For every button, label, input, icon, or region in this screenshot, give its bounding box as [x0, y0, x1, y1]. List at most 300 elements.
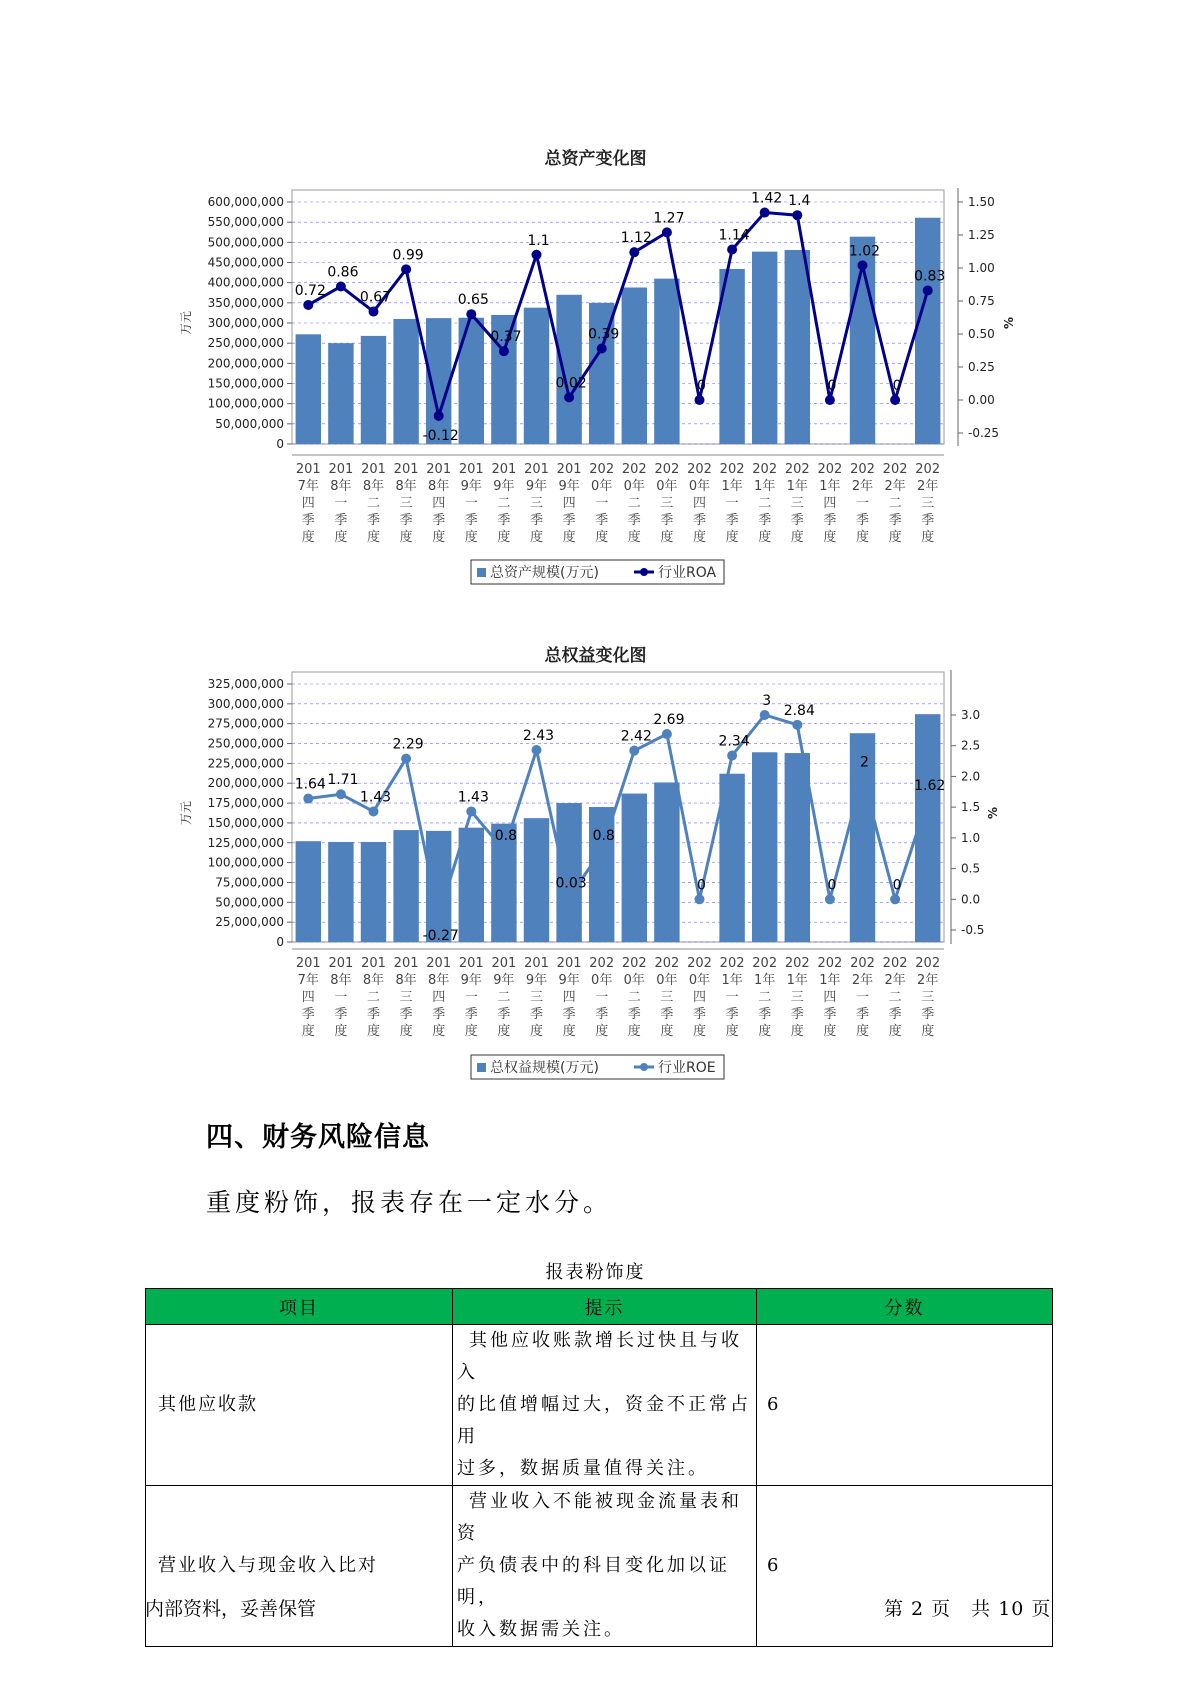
- x-tick-label: 一: [334, 496, 348, 511]
- legend-line-marker: [640, 568, 648, 576]
- data-label: -0.12: [422, 427, 459, 444]
- x-tick-label: 1年: [721, 973, 743, 988]
- line-point: [369, 307, 379, 317]
- y-tick-label: 300,000,000: [207, 696, 284, 711]
- x-tick-label: 季: [921, 1007, 935, 1022]
- x-tick-label: 季: [790, 513, 804, 528]
- data-label: 0: [827, 877, 837, 894]
- x-tick-label: 季: [823, 1007, 837, 1022]
- x-tick-label: 三: [790, 496, 804, 511]
- line-point: [499, 346, 509, 356]
- hint-line: 收入数据需关注。: [457, 1619, 625, 1640]
- line-point: [303, 794, 313, 804]
- y2-tick-label: -0.5: [961, 923, 985, 937]
- y-tick-label: 25,000,000: [215, 915, 284, 930]
- x-tick-label: 201: [426, 462, 452, 477]
- x-tick-label: 1年: [754, 973, 776, 988]
- data-label: 0: [697, 877, 706, 894]
- column-header: 提示: [453, 1289, 757, 1325]
- bar: [622, 794, 647, 942]
- x-tick-label: 度: [366, 530, 381, 545]
- bar: [752, 252, 777, 444]
- x-tick-label: 0年: [591, 479, 613, 494]
- line-point: [662, 227, 672, 237]
- y-tick-label: 125,000,000: [207, 835, 284, 850]
- x-tick-label: 201: [393, 956, 419, 971]
- x-tick-label: 季: [595, 1007, 609, 1022]
- y-tick-label: 275,000,000: [207, 716, 284, 731]
- data-label: 1.1: [527, 232, 550, 249]
- x-tick-label: 三: [921, 990, 935, 1005]
- x-tick-label: 201: [328, 956, 354, 971]
- x-tick-label: 2年: [851, 973, 874, 988]
- x-tick-label: 三: [921, 496, 935, 511]
- x-tick-label: 季: [432, 1007, 446, 1022]
- x-tick-label: 202: [719, 462, 745, 477]
- x-tick-label: 1年: [786, 973, 808, 988]
- data-label: 0.83: [914, 268, 946, 285]
- line-point: [336, 789, 346, 799]
- section-title: 四、财务风险信息: [206, 1122, 430, 1153]
- bar: [785, 753, 810, 942]
- section-body: 重度粉饰，报表存在一定水分。: [206, 1188, 613, 1217]
- x-tick-label: 度: [790, 1024, 804, 1039]
- x-tick-label: 二: [497, 496, 511, 511]
- plot-area: [292, 672, 944, 942]
- line-point: [564, 892, 574, 902]
- x-tick-label: 201: [491, 956, 517, 971]
- x-tick-label: 8年: [428, 973, 450, 988]
- y2-tick-label: 2.5: [961, 738, 981, 753]
- x-tick-label: 季: [399, 513, 413, 528]
- data-label: 2.42: [620, 728, 652, 745]
- data-label: 2.34: [718, 733, 750, 750]
- line-point: [890, 894, 900, 904]
- x-tick-label: 度: [855, 1024, 870, 1039]
- x-tick-label: 8年: [395, 479, 417, 494]
- x-tick-label: 度: [790, 530, 804, 545]
- x-tick-label: 201: [361, 462, 386, 477]
- y2-tick-label: 1.25: [968, 228, 995, 242]
- x-tick-label: 度: [855, 530, 870, 545]
- hint-line: 过多，数据质量值得关注。: [457, 1458, 709, 1479]
- data-label: 1.02: [848, 243, 881, 260]
- x-tick-label: 202: [850, 462, 875, 477]
- x-tick-label: 202: [589, 462, 615, 477]
- data-label: 0.65: [457, 292, 489, 309]
- x-tick-label: 度: [758, 1024, 772, 1039]
- y-tick-label: 225,000,000: [207, 756, 284, 771]
- x-tick-label: 0年: [656, 973, 678, 988]
- table-cell-item: 营业收入与现金收入比对: [146, 1486, 453, 1647]
- x-tick-label: 四: [692, 990, 707, 1005]
- x-tick-label: 201: [426, 956, 452, 971]
- x-tick-label: 度: [692, 1024, 707, 1039]
- x-tick-label: 度: [595, 1024, 609, 1039]
- y-tick-label: 325,000,000: [207, 677, 284, 691]
- x-tick-label: 201: [491, 462, 517, 477]
- x-tick-label: 二: [366, 496, 381, 511]
- line-point: [695, 395, 705, 405]
- data-label: 0.67: [359, 289, 392, 306]
- data-label: 0.8: [592, 828, 615, 845]
- legend-bar-swatch: [477, 568, 486, 577]
- x-tick-label: 1年: [819, 479, 841, 494]
- x-tick-label: 8年: [330, 479, 352, 494]
- x-tick-label: 度: [301, 530, 315, 545]
- x-tick-label: 季: [627, 513, 641, 528]
- y2-tick-label: 3.0: [961, 708, 981, 722]
- x-tick-label: 三: [660, 496, 674, 511]
- x-tick-label: 度: [888, 530, 902, 545]
- data-label: 2.69: [653, 712, 685, 729]
- x-tick-label: 0年: [623, 973, 645, 988]
- data-label: 0: [827, 378, 837, 394]
- x-tick-label: 一: [464, 496, 478, 511]
- x-tick-label: 二: [627, 990, 641, 1005]
- x-tick-label: 202: [687, 956, 712, 971]
- x-tick-label: 202: [687, 462, 712, 477]
- y-tick-label: 150,000,000: [207, 376, 284, 391]
- x-tick-label: 季: [921, 513, 935, 528]
- x-tick-label: 201: [393, 462, 419, 477]
- x-tick-label: 三: [529, 496, 544, 511]
- x-tick-label: 度: [692, 530, 707, 545]
- x-tick-label: 季: [301, 1007, 315, 1022]
- y2-tick-label: -0.25: [968, 426, 1000, 440]
- y2-tick-label: 0.25: [968, 360, 995, 374]
- y-tick-label: 450,000,000: [207, 255, 284, 270]
- x-tick-label: 季: [399, 1007, 413, 1022]
- x-tick-label: 二: [497, 990, 511, 1005]
- table-cell-hint: [453, 1325, 757, 1486]
- x-tick-label: 7年: [297, 973, 319, 988]
- x-tick-label: 四: [562, 496, 576, 511]
- legend-label: 总资产规模(万元): [490, 565, 599, 581]
- x-tick-label: 季: [497, 1007, 511, 1022]
- plot-area: [292, 190, 944, 444]
- x-tick-label: 度: [725, 530, 739, 545]
- data-label: 1.4: [788, 193, 811, 210]
- x-tick-label: 202: [589, 956, 615, 971]
- x-tick-label: 度: [888, 1024, 902, 1039]
- y-tick-label: 50,000,000: [215, 416, 284, 431]
- x-tick-label: 度: [823, 530, 837, 545]
- x-tick-label: 度: [921, 1024, 935, 1039]
- x-tick-label: 季: [497, 513, 511, 528]
- x-tick-label: 201: [361, 956, 386, 971]
- x-tick-label: 0年: [688, 479, 711, 494]
- table-cell-score: 6: [757, 1325, 1053, 1486]
- x-tick-label: 度: [464, 1024, 478, 1039]
- total-equity-chart: [0, 637, 1191, 1097]
- data-label: 0.72: [294, 282, 326, 299]
- y-tick-label: 250,000,000: [207, 736, 284, 751]
- x-tick-label: 二: [758, 496, 772, 511]
- line-point: [369, 806, 379, 816]
- x-tick-label: 2年: [884, 479, 906, 494]
- line-point: [434, 411, 444, 421]
- y2-tick-label: 2.0: [961, 769, 981, 784]
- line-point: [401, 754, 411, 764]
- x-tick-label: 201: [556, 956, 582, 971]
- x-tick-label: 季: [790, 1007, 804, 1022]
- x-tick-label: 度: [366, 1024, 381, 1039]
- y-tick-label: 150,000,000: [207, 815, 284, 830]
- y2-tick-label: 1.00: [968, 261, 995, 275]
- x-tick-label: 度: [595, 530, 609, 545]
- x-tick-label: 二: [366, 990, 381, 1005]
- legend-label: 总权益规模(万元): [490, 1060, 599, 1076]
- x-tick-label: 0年: [688, 973, 711, 988]
- y-tick-label: 75,000,000: [215, 875, 284, 890]
- x-tick-label: 9年: [493, 479, 515, 494]
- y-tick-label: 400,000,000: [207, 275, 284, 290]
- x-tick-label: 季: [725, 1007, 739, 1022]
- column-header: 项目: [146, 1289, 453, 1325]
- y2-tick-label: 1.0: [961, 830, 981, 845]
- x-tick-label: 季: [758, 513, 772, 528]
- line-point: [662, 729, 672, 739]
- x-tick-label: 度: [627, 1024, 641, 1039]
- y-tick-label: 600,000,000: [207, 195, 284, 209]
- x-tick-label: 三: [399, 990, 413, 1005]
- x-tick-label: 201: [458, 462, 484, 477]
- y-tick-label: 50,000,000: [215, 895, 284, 910]
- line-point: [760, 710, 770, 720]
- x-tick-label: 三: [399, 496, 413, 511]
- x-tick-label: 度: [562, 530, 576, 545]
- x-tick-label: 季: [464, 1007, 478, 1022]
- x-tick-label: 四: [432, 990, 446, 1005]
- data-label: 1.12: [620, 230, 652, 247]
- x-tick-label: 季: [660, 513, 674, 528]
- x-tick-label: 季: [562, 513, 576, 528]
- chart-title: 总资产变化图: [544, 149, 647, 169]
- x-tick-label: 2年: [851, 479, 874, 494]
- x-tick-label: 度: [529, 1024, 544, 1039]
- x-tick-label: 一: [595, 496, 609, 511]
- data-label: 0.37: [490, 329, 522, 346]
- bar: [296, 334, 321, 444]
- x-tick-label: 202: [882, 462, 908, 477]
- data-label: 1.62: [914, 777, 946, 794]
- column-header: 分数: [757, 1289, 1053, 1325]
- line-point: [792, 210, 802, 220]
- line-point: [303, 300, 313, 310]
- x-tick-label: 季: [334, 513, 348, 528]
- bar: [296, 841, 321, 942]
- x-tick-label: 202: [784, 956, 810, 971]
- x-tick-label: 201: [524, 956, 549, 971]
- x-tick-label: 季: [725, 513, 739, 528]
- x-tick-label: 季: [855, 1007, 870, 1022]
- y2-axis-label: %: [1002, 316, 1016, 330]
- x-tick-label: 202: [654, 462, 680, 477]
- table-cell-item: 其他应收款: [146, 1325, 453, 1486]
- total-assets-chart: [0, 140, 1191, 600]
- y-tick-label: 100,000,000: [207, 855, 284, 870]
- x-tick-label: 度: [334, 530, 348, 545]
- data-label: 1.43: [359, 789, 392, 806]
- x-tick-label: 201: [295, 462, 321, 477]
- y-tick-label: 0: [276, 437, 284, 451]
- line-point: [629, 746, 639, 756]
- y2-axis-label: %: [986, 806, 1000, 820]
- x-tick-label: 0年: [656, 479, 678, 494]
- data-label: 1.64: [294, 776, 326, 793]
- x-tick-label: 一: [725, 496, 739, 511]
- y-tick-label: 350,000,000: [207, 295, 284, 310]
- line-point: [858, 260, 868, 270]
- y2-tick-label: 0.5: [961, 861, 981, 876]
- data-label: 1.43: [457, 789, 489, 806]
- data-label: 1.27: [653, 210, 685, 227]
- x-tick-label: 1年: [721, 479, 743, 494]
- bar: [622, 288, 647, 444]
- x-tick-label: 7年: [297, 479, 319, 494]
- x-tick-label: 季: [692, 1007, 707, 1022]
- x-tick-label: 8年: [330, 973, 352, 988]
- table-row: [146, 1325, 1053, 1486]
- x-tick-label: 二: [888, 496, 902, 511]
- data-label: 2.84: [783, 702, 815, 719]
- x-tick-label: 季: [888, 513, 902, 528]
- x-tick-label: 三: [660, 990, 674, 1005]
- x-tick-label: 202: [915, 956, 941, 971]
- x-tick-label: 9年: [525, 973, 548, 988]
- bar: [393, 830, 418, 942]
- x-tick-label: 202: [784, 462, 810, 477]
- x-tick-label: 度: [627, 530, 641, 545]
- footer-confidential: 内部资料，妥善保管: [145, 1598, 317, 1620]
- x-tick-label: 9年: [525, 479, 548, 494]
- line-point: [695, 894, 705, 904]
- x-tick-label: 8年: [362, 973, 385, 988]
- x-tick-label: 8年: [428, 479, 450, 494]
- x-tick-label: 四: [562, 990, 576, 1005]
- x-tick-label: 0年: [591, 973, 613, 988]
- x-tick-label: 度: [660, 530, 674, 545]
- data-label: 0.39: [588, 326, 620, 343]
- x-tick-label: 202: [882, 956, 908, 971]
- chart-title: 总权益变化图: [544, 646, 647, 666]
- table-caption: 报表粉饰度: [545, 1262, 646, 1283]
- data-label: -0.27: [422, 927, 459, 944]
- bar: [556, 295, 581, 444]
- x-tick-label: 度: [301, 1024, 315, 1039]
- x-tick-label: 度: [921, 530, 935, 545]
- x-tick-label: 季: [301, 513, 315, 528]
- x-tick-label: 202: [752, 462, 778, 477]
- x-tick-label: 季: [366, 513, 381, 528]
- y-tick-label: 550,000,000: [207, 215, 284, 230]
- x-tick-label: 季: [758, 1007, 772, 1022]
- x-tick-label: 度: [334, 1024, 348, 1039]
- data-label: 0.86: [327, 264, 359, 281]
- x-tick-label: 二: [627, 496, 641, 511]
- line-point: [760, 208, 770, 218]
- bar: [785, 250, 810, 444]
- x-tick-label: 201: [524, 462, 549, 477]
- y-axis-label: 万元: [179, 310, 193, 336]
- x-tick-label: 一: [464, 990, 478, 1005]
- line-point: [890, 395, 900, 405]
- x-tick-label: 0年: [623, 479, 645, 494]
- x-tick-label: 季: [464, 513, 478, 528]
- bar: [459, 318, 484, 444]
- line-point: [564, 392, 574, 402]
- x-tick-label: 度: [529, 530, 544, 545]
- x-tick-label: 9年: [558, 973, 580, 988]
- line-point: [727, 751, 737, 761]
- x-tick-label: 9年: [460, 973, 482, 988]
- line-point: [825, 894, 835, 904]
- bar: [524, 308, 549, 444]
- bar: [654, 279, 679, 444]
- line-point: [597, 344, 607, 354]
- bar: [361, 336, 386, 444]
- line-point: [792, 720, 802, 730]
- data-label: 1.14: [718, 227, 750, 244]
- y2-tick-label: 0.50: [968, 327, 995, 341]
- table-cell-score: 6: [757, 1486, 1053, 1647]
- x-tick-label: 一: [855, 990, 870, 1005]
- x-tick-label: 季: [692, 513, 707, 528]
- x-tick-label: 202: [915, 462, 941, 477]
- bar: [654, 782, 679, 942]
- x-tick-label: 四: [301, 990, 315, 1005]
- y-tick-label: 250,000,000: [207, 336, 284, 351]
- line-point: [532, 250, 542, 260]
- line-point: [532, 745, 542, 755]
- data-label: 2.29: [392, 736, 424, 753]
- line-point: [923, 285, 933, 295]
- x-tick-label: 季: [529, 1007, 544, 1022]
- x-tick-label: 季: [595, 513, 609, 528]
- x-tick-label: 度: [432, 1024, 446, 1039]
- x-tick-label: 202: [752, 956, 778, 971]
- x-tick-label: 一: [855, 496, 870, 511]
- x-tick-label: 二: [888, 990, 902, 1005]
- bar: [361, 842, 386, 942]
- bar: [393, 319, 418, 444]
- footer-page-number: 第 2 页 共 10 页: [884, 1598, 1052, 1620]
- x-tick-label: 度: [562, 1024, 576, 1039]
- y2-tick-label: 1.50: [968, 195, 995, 209]
- x-tick-label: 202: [654, 956, 680, 971]
- y-tick-label: 100,000,000: [207, 396, 284, 411]
- line-point: [858, 771, 868, 781]
- x-tick-label: 季: [366, 1007, 381, 1022]
- x-tick-label: 202: [621, 462, 647, 477]
- data-label: 0.02: [555, 375, 587, 392]
- x-tick-label: 季: [660, 1007, 674, 1022]
- x-tick-label: 四: [823, 990, 837, 1005]
- bar: [915, 218, 940, 444]
- data-label: 1.71: [327, 772, 359, 789]
- x-tick-label: 1年: [786, 479, 808, 494]
- x-tick-label: 四: [692, 496, 707, 511]
- x-tick-label: 201: [556, 462, 582, 477]
- y2-tick-label: 1.5: [961, 800, 981, 815]
- x-tick-label: 202: [719, 956, 745, 971]
- data-label: 0.03: [555, 875, 587, 892]
- x-tick-label: 度: [399, 530, 413, 545]
- x-tick-label: 202: [850, 956, 875, 971]
- data-label: 3: [762, 693, 772, 709]
- x-tick-label: 1年: [754, 479, 776, 494]
